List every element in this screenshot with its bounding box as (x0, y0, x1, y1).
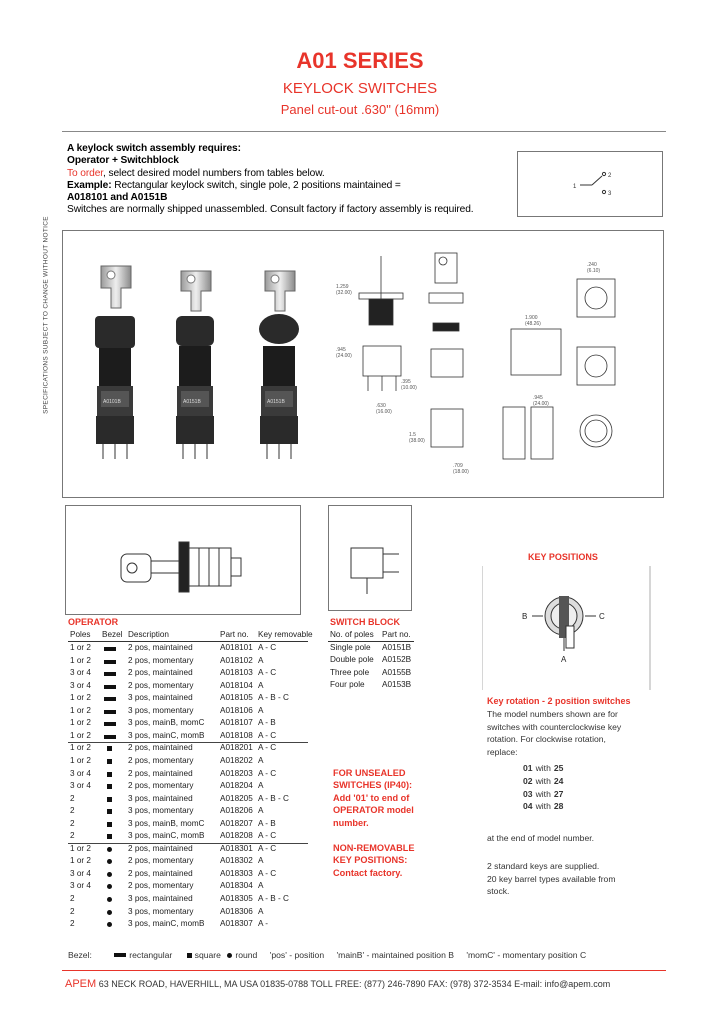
cell-key: A - C (258, 730, 277, 740)
cell-desc: 2 pos, maintained (128, 643, 193, 652)
cell-desc: 2 pos, momentary (128, 755, 194, 765)
bezel-round-icon (107, 897, 112, 902)
bezel-round-icon (107, 847, 112, 852)
dim-label: (24.00) (533, 401, 549, 407)
key-pos-b: B (522, 612, 528, 621)
bezel-square-icon (107, 797, 112, 802)
bezel-round-icon (107, 859, 112, 864)
cell-part: A018304 (220, 881, 253, 891)
cell-poles: 3 or 4 (70, 881, 91, 891)
dim-label: 1.900 (525, 315, 538, 321)
technical-drawings (359, 253, 615, 459)
replace-from: 03 (523, 788, 533, 799)
key-rotation-block: Key rotation - 2 position switches The model numbers shown are for switches with counterclockwise key rotation. For clockwise rotation, replace: 01 with 25 02 with 24 03 with 27 04 with 28 (487, 696, 657, 813)
cell-poles: 3 or 4 (70, 781, 91, 791)
dim-label: 1.259 (336, 284, 349, 290)
cell-part: A0152B (382, 655, 412, 665)
cell-desc: 2 pos, momentary (128, 881, 194, 891)
cell-poles: 1 or 2 (70, 643, 91, 652)
panel-cutout: Panel cut-out .630" (16mm) (280, 102, 440, 117)
photo-label-3: A0151B (267, 399, 285, 405)
dim-label: .630 (376, 403, 386, 409)
dim-label: (16.00) (376, 409, 392, 415)
switch-schematic (518, 152, 662, 216)
dim-label: .395 (401, 379, 411, 385)
cell-label: Single pole (330, 643, 371, 652)
product-subtitle: KEYLOCK SWITCHES (282, 80, 438, 97)
replace-with: with (535, 775, 551, 786)
cell-part: A018105 (220, 693, 253, 703)
cell-desc: 2 pos, momentary (128, 856, 194, 866)
cell-part: A018106 (220, 705, 253, 715)
cell-part: A018307 (220, 919, 253, 929)
nonremovable-note: NON-REMOVABLE KEY POSITIONS: Contact factory. (333, 843, 415, 878)
replacement-row (523, 775, 657, 788)
cell-desc: 2 pos, momentary (128, 781, 194, 791)
operator-table: Poles Bezel Description Part no. Key removable 1 or 2 2 pos, maintained A018101 A - C 1 or 2 2 pos, momentary A018102 A 3 or 4 2 pos, maintained A018103 A - C 3 or 4 2 pos, momentary A018104 A 1 or 2 3 pos, maintained A018105 A - B - C 1 or 2 3 pos, momentary A018106 A 1 or 2 3 pos, mainB, momC A018107 A - B 1 or 2 3 pos, mainC, momB A018108 A - C 1 or 2 2 pos, maintained A018201 A - C 1 or 2 2 pos, momentary A018202 A 3 or 4 2 pos, maintained A018203 A - C 3 or 4 2 pos, momentary A018204 A 2 3 pos, maintained A018205 A - B - C 2 3 pos, momentary A018206 A 2 3 pos, mainB, momC A018207 A - B 2 3 pos, mainC, momB A018208 A - C 1 or 2 2 pos, maintained A018301 A - C 1 or 2 2 pos, momentary A018302 A 3 or 4 2 pos, maintained A018303 A - C 3 or 4 2 pos, momentary A018304 A 2 3 pos, maintained A018305 A - B - C 2 3 pos, momentary A018306 A 2 3 pos, mainC, momB A018307 A - (70, 630, 313, 929)
cell-desc: 2 pos, momentary (128, 655, 194, 665)
photo-label-1: A0101B (103, 399, 121, 405)
key-rotation-end: at the end of model number. (487, 833, 595, 843)
dim-label: .709 (453, 463, 463, 469)
replacement-row (523, 800, 657, 813)
divider (62, 131, 666, 132)
cell-poles: 2 (70, 793, 75, 803)
cell-part: A018203 (220, 768, 253, 778)
bezel-round-icon (107, 910, 112, 915)
footer (65, 978, 610, 990)
bezel-round-icon (107, 922, 112, 927)
replace-with: with (535, 763, 551, 774)
cell-desc: 2 pos, maintained (128, 843, 193, 853)
bezel-rect-icon (104, 647, 116, 651)
cell-part: A018204 (220, 781, 253, 791)
replace-with: with (535, 788, 551, 799)
to-order-text: , select desired model numbers from tables below. (103, 167, 325, 179)
cell-key: A - B - C (258, 793, 289, 803)
dim-label: (24.00) (336, 353, 352, 359)
cell-key: A (258, 680, 264, 690)
cell-desc: 3 pos, maintained (128, 793, 193, 803)
unsealed-note: FOR UNSEALED SWITCHES (IP40): Add '01' to end of OPERATOR model number. (333, 768, 414, 828)
cell-desc: 2 pos, maintained (128, 743, 193, 753)
dim-label: 1.5 (409, 432, 416, 438)
cell-part: A018102 (220, 655, 253, 665)
cell-part: A018301 (220, 843, 253, 853)
cell-part: A018101 (220, 643, 253, 652)
cell-key: A (258, 755, 264, 765)
switch-photo-round (259, 271, 299, 459)
cell-poles: 1 or 2 (70, 843, 91, 853)
switchblock-drawing (329, 506, 411, 610)
bezel-rect-icon (104, 685, 116, 689)
brand-logo: APEM (65, 978, 97, 990)
cell-desc: 3 pos, momentary (128, 906, 194, 916)
dim-label: (38.00) (409, 438, 425, 444)
cell-part: A018107 (220, 718, 253, 728)
replace-to: 28 (553, 801, 564, 812)
cell-key: A - C (258, 743, 277, 753)
keys-supplied: 2 standard keys are supplied. 20 key barrel types available from stock. (487, 861, 616, 897)
cell-key: A - (258, 919, 269, 929)
key-pos-c: C (599, 612, 605, 621)
cell-key: A - C (258, 643, 277, 652)
dim-label: .240 (587, 262, 597, 268)
example-text: Rectangular keylock switch, single pole, 2 positions maintained = (111, 179, 401, 191)
cell-part: A018303 (220, 868, 253, 878)
cell-key: A - C (258, 868, 277, 878)
cell-key: A - C (258, 831, 277, 841)
switchblock-drawing-box (328, 505, 412, 611)
switchblock-title: SWITCH BLOCK (330, 617, 400, 627)
cell-label: Double pole (330, 655, 374, 665)
cell-desc: 3 pos, mainB, momC (128, 818, 205, 828)
cell-part: A0151B (382, 643, 412, 652)
cell-part: A018103 (220, 668, 253, 678)
cell-key: A (258, 781, 264, 791)
example-parts: A018101 and A0151B (67, 192, 168, 204)
series-title: A01 SERIES (296, 48, 424, 73)
cell-desc: 3 pos, mainC, momB (128, 919, 205, 929)
schematic-box (517, 151, 663, 217)
cell-poles: 3 or 4 (70, 680, 91, 690)
bezel-square-icon (107, 834, 112, 839)
cell-desc: 2 pos, maintained (128, 868, 193, 878)
cell-label: Four pole (330, 679, 365, 689)
bezel-legend: Bezel: rectangular square round 'pos' - position 'mainB' - maintained position B 'momC' - momentary position C (68, 950, 587, 960)
key-rotation-title: Key rotation - 2 position switches (487, 696, 631, 706)
cell-key: A (258, 906, 264, 916)
cell-desc: 3 pos, momentary (128, 806, 194, 816)
dim-label: (6.10) (587, 268, 601, 274)
photo-label-2: A0151B (183, 399, 201, 405)
cell-poles: 3 or 4 (70, 868, 91, 878)
key-positions-title: KEY POSITIONS (528, 552, 598, 562)
cell-poles: 2 (70, 919, 75, 929)
cell-part: A0153B (382, 679, 412, 689)
cell-desc: 3 pos, mainC, momB (128, 730, 205, 740)
replacement-row (523, 762, 657, 775)
bezel-round-icon (107, 884, 112, 889)
dim-label: (32.00) (336, 290, 352, 296)
cell-desc: 2 pos, momentary (128, 680, 194, 690)
cell-poles: 1 or 2 (70, 718, 91, 728)
replace-to: 24 (553, 775, 564, 786)
schematic-common: 1 (573, 184, 577, 190)
to-order-label: To order (67, 167, 104, 179)
cell-part: A018104 (220, 680, 253, 690)
key-positions-diagram (482, 566, 652, 690)
cell-label: Three pole (330, 667, 370, 677)
replace-to: 27 (553, 788, 564, 799)
intro-formula: Operator + Switchblock (67, 155, 179, 167)
cell-key: A (258, 705, 264, 715)
bezel-square-icon (107, 759, 112, 764)
switchblock-table: No. of poles Part no. Single pole A0151B Double pole A0152B Three pole A0155B Four pole A0153B (328, 630, 414, 692)
bezel-rect-icon (104, 672, 116, 676)
cell-desc: 2 pos, maintained (128, 668, 193, 678)
cell-desc: 3 pos, maintained (128, 894, 193, 903)
cell-part: A018302 (220, 856, 253, 866)
cell-part: A018206 (220, 806, 253, 816)
cell-poles: 2 (70, 831, 75, 841)
replace-to: 25 (553, 763, 564, 774)
cell-key: A - B (258, 718, 276, 728)
replacement-row (523, 788, 657, 801)
operator-title: OPERATOR (68, 617, 119, 627)
bezel-rect-icon (104, 735, 116, 739)
cell-desc: 3 pos, momentary (128, 705, 194, 715)
cell-key: A - B (258, 818, 276, 828)
cell-key: A (258, 655, 264, 665)
dim-label: .945 (336, 347, 346, 353)
cell-part: A018208 (220, 831, 253, 841)
bezel-square-icon (107, 784, 112, 789)
footer-rule (62, 970, 666, 971)
schematic-out-b: 3 (608, 191, 612, 197)
bezel-rect-icon (104, 722, 116, 726)
cell-desc: 3 pos, maintained (128, 693, 193, 703)
cell-poles: 1 or 2 (70, 705, 91, 715)
cell-desc: 3 pos, mainC, momB (128, 831, 205, 841)
replace-from: 01 (523, 763, 533, 774)
product-photos (63, 231, 663, 497)
replace-with: with (535, 801, 551, 812)
bezel-square-icon (107, 746, 112, 751)
cell-part: A018201 (220, 743, 253, 753)
cell-poles: 3 or 4 (70, 768, 91, 778)
dim-label: .945 (533, 395, 543, 401)
bezel-rect-icon (104, 660, 116, 664)
dim-label: (10.00) (401, 385, 417, 391)
key-pos-a: A (561, 655, 567, 664)
cell-key: A (258, 806, 264, 816)
cell-poles: 3 or 4 (70, 668, 91, 678)
bezel-rect-icon (104, 697, 116, 701)
cell-poles: 2 (70, 818, 75, 828)
bezel-square-icon (107, 772, 112, 777)
cell-poles: 2 (70, 906, 75, 916)
intro-requires: A keylock switch assembly requires: (67, 143, 241, 154)
cell-poles: 1 or 2 (70, 655, 91, 665)
cell-poles: 2 (70, 806, 75, 816)
cell-key: A - B - C (258, 894, 289, 903)
cell-part: A0155B (382, 667, 412, 677)
product-panel (62, 230, 664, 498)
cell-key: A (258, 881, 264, 891)
bezel-rect-icon (104, 710, 116, 714)
cell-poles: 1 or 2 (70, 693, 91, 703)
switch-photo-square (176, 271, 214, 459)
cell-part: A018108 (220, 730, 253, 740)
dim-label: (18.00) (453, 469, 469, 475)
replace-from: 02 (523, 775, 533, 786)
replace-from: 04 (523, 801, 533, 812)
operator-drawing-box (65, 505, 301, 615)
bezel-square-icon (107, 822, 112, 827)
intro-block (67, 143, 517, 217)
cell-key: A - C (258, 843, 277, 853)
intro-example-line (67, 180, 517, 192)
cell-key: A (258, 856, 264, 866)
cell-part: A018306 (220, 906, 253, 916)
cell-part: A018205 (220, 793, 253, 803)
cell-poles: 1 or 2 (70, 730, 91, 740)
bezel-square-icon (107, 809, 112, 814)
switch-photo-rect (95, 266, 135, 459)
cell-poles: 2 (70, 894, 75, 903)
footer-address: 63 NECK ROAD, HAVERHILL, MA USA 01835-0788 TOLL FREE: (877) 246-7890 FAX: (978) 372-3534 E-mail: info@apem.com (96, 979, 611, 989)
cell-poles: 1 or 2 (70, 755, 91, 765)
cell-key: A - C (258, 768, 277, 778)
cell-poles: 1 or 2 (70, 856, 91, 866)
cell-part: A018202 (220, 755, 253, 765)
bezel-round-icon (107, 872, 112, 877)
operator-drawing (66, 506, 300, 614)
cell-part: A018305 (220, 894, 253, 903)
dim-label: (48.26) (525, 321, 541, 327)
cell-poles: 1 or 2 (70, 743, 91, 753)
cell-part: A018207 (220, 818, 253, 828)
cell-desc: 2 pos, maintained (128, 768, 193, 778)
schematic-out-a: 2 (608, 173, 612, 179)
cell-desc: 3 pos, mainB, momC (128, 718, 205, 728)
intro-order-line (67, 168, 517, 180)
shipping-note: Switches are normally shipped unassembled. Consult factory if factory assembly is required. (67, 204, 474, 216)
example-label: Example: (67, 179, 112, 191)
sidebar-notice: SPECIFICATIONS SUBJECT TO CHANGE WITHOUT NOTICE (42, 216, 50, 414)
cell-key: A - C (258, 668, 277, 678)
cell-key: A - B - C (258, 693, 289, 703)
